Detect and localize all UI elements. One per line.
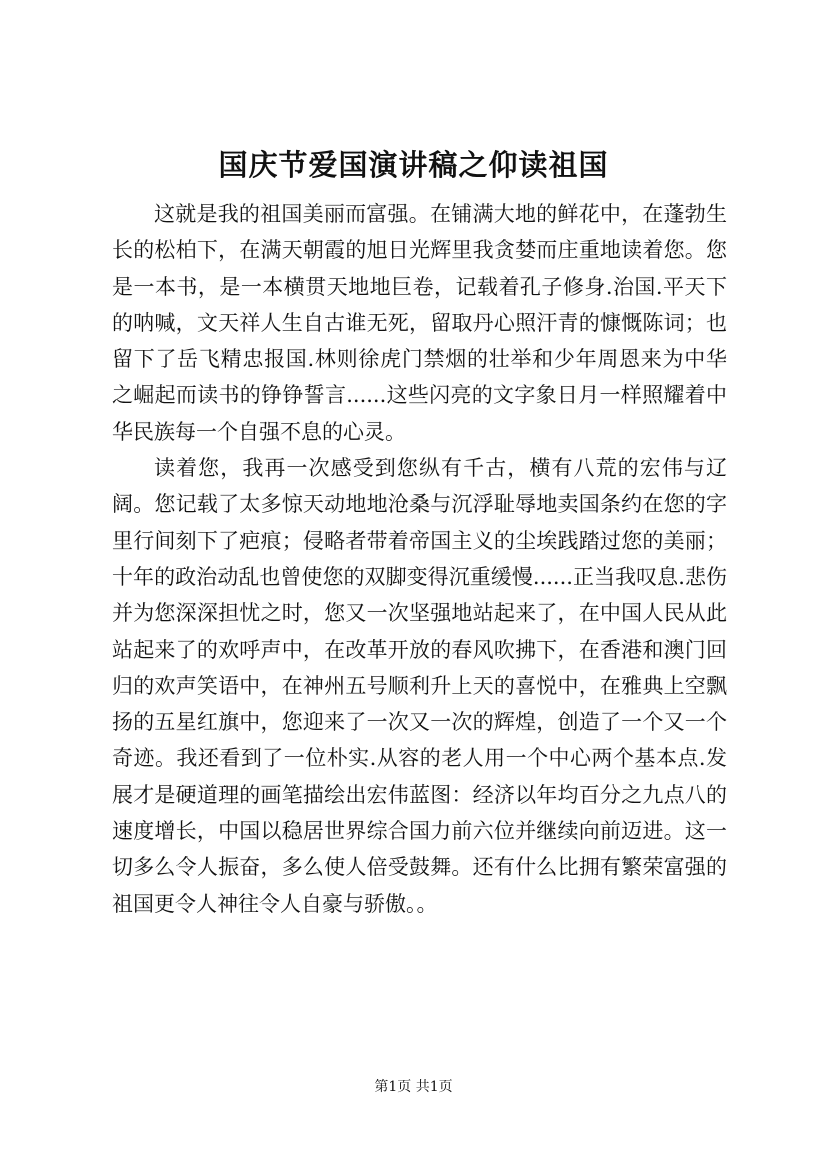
document-body xyxy=(112,196,727,922)
document-title: 国庆节爱国演讲稿之仰读祖国 xyxy=(218,148,609,182)
paragraph-2: 读着您，我再一次感受到您纵有千古，横有八荒的宏伟与辽阔。您记载了太多惊天动地地沧桑与沉浮耻辱地卖国条约在您的字里行间刻下了疤痕；侵略者带着帝国主义的尘埃践踏过您的美丽；十年的政治动乱也曾使您的双脚变得沉重缓慢......正当我叹息.悲伤并为您深深担忧之时，您又一次坚强地站起来了，在中国人民从此站起来了的欢呼声中，在改革开放的春风吹拂下，在香港和澳门回归的欢声笑语中，在神州五号顺利升上天的喜悦中，在雅典上空飘扬的五星红旗中，您迎来了一次又一次的辉煌，创造了一个又一个奇迹。我还看到了一位朴实.从容的老人用一个中心两个基本点.发展才是硬道理的画笔描绘出宏伟蓝图：经济以年均百分之九点八的速度增长，中国以稳居世界综合国力前六位并继续向前迈进。这一切多么令人振奋，多么使人倍受鼓舞。还有什么比拥有繁荣富强的祖国更令人神往令人自豪与骄傲。。 xyxy=(112,456,727,916)
paragraph-1: 这就是我的祖国美丽而富强。在铺满大地的鲜花中，在蓬勃生长的松柏下，在满天朝霞的旭日光辉里我贪婪而庄重地读着您。您是一本书，是一本横贯天地地巨卷，记载着孔子修身.治国.平天下的呐喊，文天祥人生自古谁无死，留取丹心照汗青的慷慨陈词；也留下了岳飞精忠报国.林则徐虎门禁烟的壮举和少年周恩来为中华之崛起而读书的铮铮誓言......这些闪亮的文字象日月一样照耀着中华民族每一个自强不息的心灵。 xyxy=(112,202,727,444)
page-number-footer: 第1页 共1页 xyxy=(374,1079,453,1095)
